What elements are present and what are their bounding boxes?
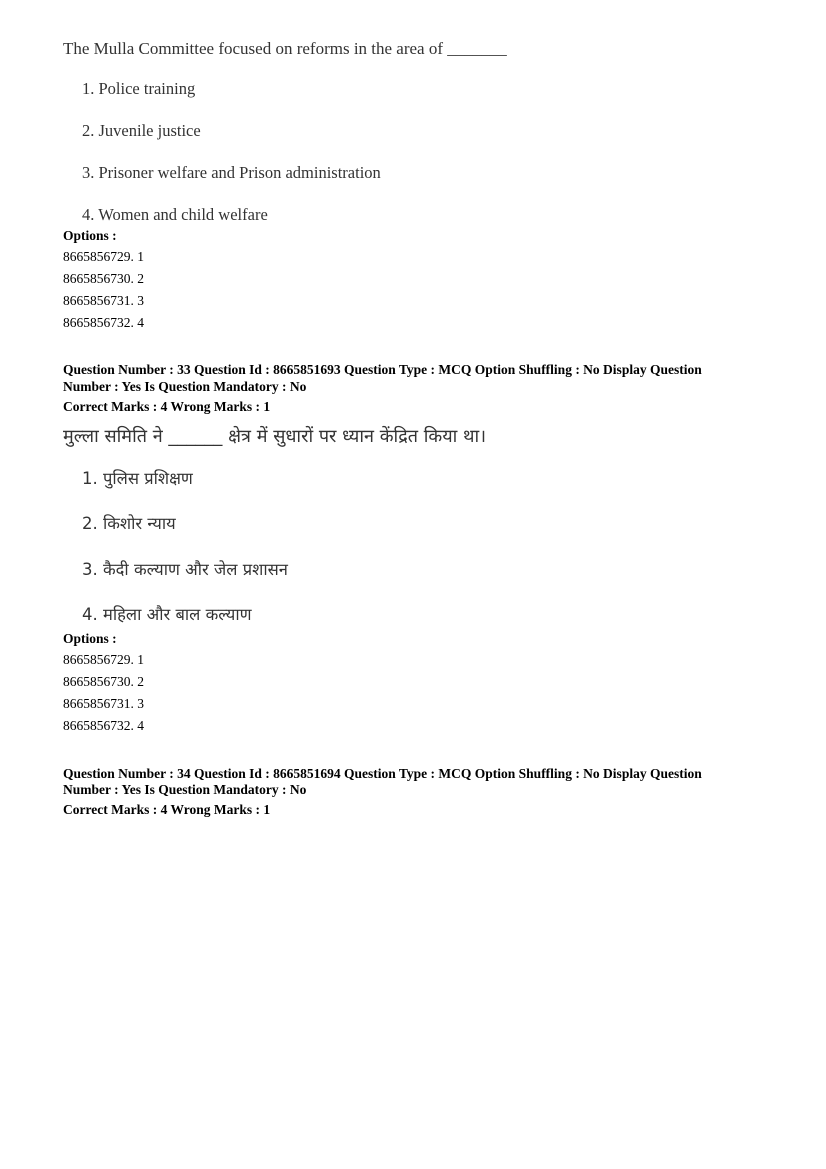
option-id: 8665856729. 1	[63, 652, 144, 667]
option-id: 8665856732. 4	[63, 315, 144, 330]
option-id: 8665856730. 2	[63, 271, 144, 286]
choice-2: 2. किशोर न्याय	[82, 514, 176, 533]
choice-1: 1. पुलिस प्रशिक्षण	[82, 469, 193, 488]
choice-4: 4. महिला और बाल कल्याण	[82, 605, 252, 624]
choice-1: 1. Police training	[82, 79, 196, 98]
options-label: Options :	[63, 631, 117, 646]
choice-2: 2. Juvenile justice	[82, 121, 201, 140]
option-id: 8665856731. 3	[63, 293, 144, 308]
question-header: Question Number : 34 Question Id : 8665851694 Question Type : MCQ Option Shuffling : No Display Question	[63, 766, 702, 781]
question-text: मुल्ला समिति ने ______ क्षेत्र में सुधारों पर ध्यान केंद्रित किया था।	[63, 426, 487, 447]
option-id: 8665856732. 4	[63, 718, 144, 733]
question-header-cont: Number : Yes Is Question Mandatory : No	[63, 379, 307, 394]
options-label: Options :	[63, 228, 117, 243]
marks-info: Correct Marks : 4 Wrong Marks : 1	[63, 399, 271, 414]
option-id: 8665856729. 1	[63, 249, 144, 264]
choice-4: 4. Women and child welfare	[82, 205, 268, 224]
choice-3: 3. कैदी कल्याण और जेल प्रशासन	[82, 560, 288, 579]
question-header-cont: Number : Yes Is Question Mandatory : No	[63, 782, 307, 797]
option-id: 8665856730. 2	[63, 674, 144, 689]
choice-3: 3. Prisoner welfare and Prison administration	[82, 163, 381, 182]
option-id: 8665856731. 3	[63, 696, 144, 711]
question-text: The Mulla Committee focused on reforms in the area of _______	[63, 39, 507, 58]
marks-info: Correct Marks : 4 Wrong Marks : 1	[63, 802, 271, 817]
question-header: Question Number : 33 Question Id : 8665851693 Question Type : MCQ Option Shuffling : No Display Question	[63, 362, 702, 377]
